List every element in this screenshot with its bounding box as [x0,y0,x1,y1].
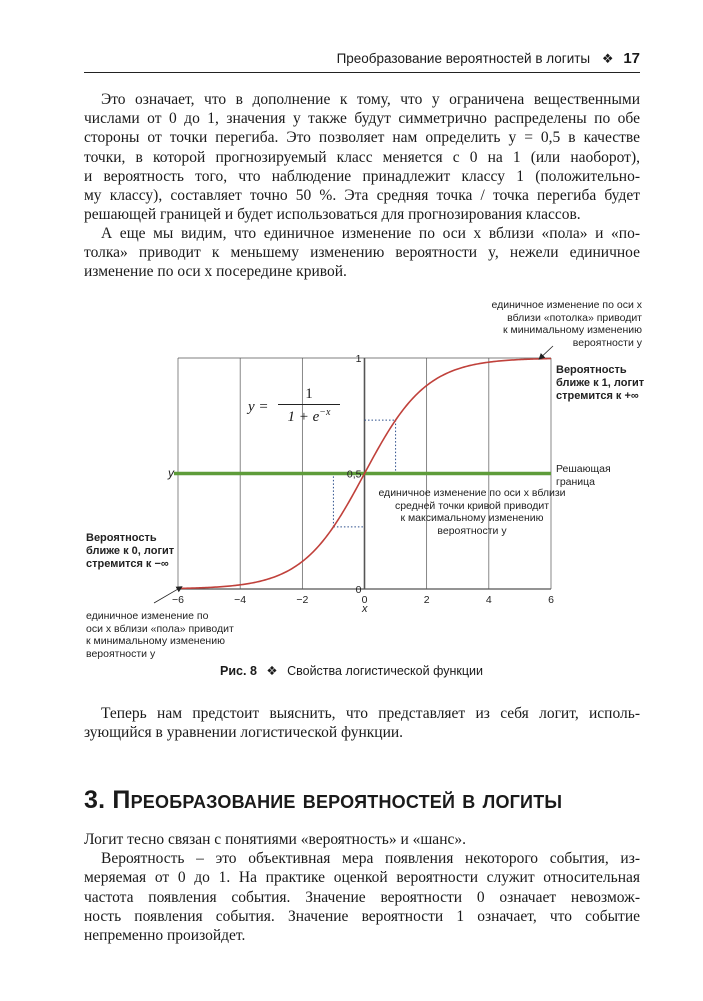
text-line: и вероятность того, что наблюдение принадлежит классу 1 (положительно- [84,167,640,185]
annotation-decision-boundary: Решающая граница [556,463,611,488]
text-line: меряемая от 0 до 1. На практике оценкой вероятности служит относительная [84,869,640,887]
figure-caption-text: Свойства логистической функции [287,664,483,678]
y-tick-label: 0 [355,584,362,596]
text-line: толка» приводит к меньшему изменению вероятности y, нежели единичное [84,244,640,262]
text-line: точки, в которой прогнозируемый класс меняется с 0 на 1 (или наоборот), [84,148,640,166]
formula-lhs: y = [248,399,269,415]
paragraph-2 [84,224,640,282]
x-tick-label: −4 [234,594,247,606]
annotation-prob-near-1: Вероятность ближе к 1, логит стремится к +∞ [556,364,645,402]
text-line: Логит тесно связан с понятиями «вероятность» и «шанс». [84,831,466,848]
section-heading [84,786,562,815]
text-line: стороны от точки перегиба. Это позволяет нам определить y = 0,5 в качестве [84,129,640,147]
annotation-prob-near-0: Вероятность ближе к 0, логит стремится к −∞ [86,532,175,570]
y-tick-label: 1 [355,353,362,365]
section-title: Преобразование вероятностей в логиты [112,786,563,814]
x-tick-label: 2 [423,594,430,606]
x-tick-label: 6 [548,594,554,606]
section-number: 3. [84,786,106,814]
x-axis-label: x [362,603,368,615]
formula-numerator: 1 [305,386,313,402]
text-line: непременно произойдет. [84,927,246,945]
annotation-midpoint: единичное изменение по оси x вблизи средней точки кривой приводит к максимальному изменению вероятности y [378,487,566,537]
running-title: Преобразование вероятностей в логиты [336,51,591,66]
figure-caption [0,663,703,678]
formula-denominator: 1 + e [287,409,320,425]
text-line: му классу), составляет точно 50 %. Эта средняя точка / точка перегиба будет [84,187,640,205]
formula-exponent: −x [319,407,331,418]
annotation-floor: единичное изменение по оси x вблизи «пола» приводит к минимальному изменению вероятности y [86,610,234,660]
text-line: изменение по оси x посередине кривой. [84,263,347,281]
text-line: Вероятность – это объективная мера появления некоторого события, из- [101,850,640,868]
page-number: 17 [623,50,640,67]
text-line: ность появления события. Значение вероятности 1 означает, что событие [84,907,640,925]
text-line: решающей границей и будет использоваться для прогнозирования классов. [84,206,581,224]
x-tick-label: −2 [296,594,309,606]
figure-label: Рис. 8 [220,664,257,678]
paragraph-1 [84,90,640,224]
text-line: частота появления события. Значение вероятности 0 означает невозмож- [84,888,640,906]
running-header [84,50,640,73]
x-tick-label: 0 [361,594,368,606]
y-axis-label: y [168,466,174,480]
paragraph-4 [84,830,640,945]
ornament-icon: ❖ [601,51,614,66]
text-line: Это означает, что в дополнение к тому, что y ограничена вещественными [101,91,640,108]
text-line: Теперь нам предстоит выяснить, что представляет из себя логит, исполь- [101,705,640,722]
annotation-ceiling: единичное изменение по оси x вблизи «потолка» приводит к минимальному изменению вероятности y [491,299,642,349]
x-tick-label: 4 [485,594,492,606]
text-line: А еще мы видим, что единичное изменение по оси x вблизи «пола» и «по- [101,225,640,242]
logistic-figure [0,290,703,680]
y-tick-label: 0,5 [346,468,362,481]
text-line: зующийся в уравнении логистической функции. [84,724,404,742]
paragraph-3 [84,704,640,742]
caption-separator-icon: ❖ [266,664,278,678]
text-line: числами от 0 до 1, значения y также будут симметрично распределены по обе [84,110,640,128]
x-tick-label: −6 [172,594,184,606]
